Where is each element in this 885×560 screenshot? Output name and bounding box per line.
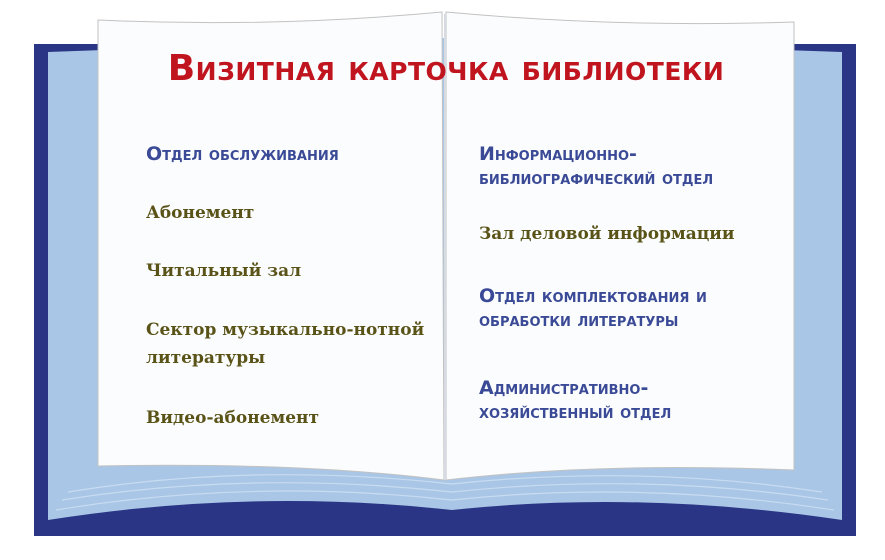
left-item-reading-room: Читальный зал	[146, 261, 302, 281]
page-title: Визитная карточка библиотеки	[167, 48, 725, 89]
left-item-music-sector-cont: литературы	[146, 348, 266, 368]
right-item-admin-line2: хозяйственный отдел	[479, 401, 672, 423]
left-item-abonement: Абонемент	[146, 203, 255, 223]
right-item-info-line1: Информационно-	[479, 143, 637, 165]
left-heading: Отдел обслуживания	[146, 143, 339, 165]
right-item-admin-line1: Административно-	[479, 377, 649, 399]
left-item-video: Видео-абонемент	[146, 408, 320, 428]
right-item-business-hall: Зал деловой информации	[479, 224, 735, 244]
left-item-music-sector: Сектор музыкально-нотной	[146, 320, 425, 340]
right-item-acquisition-line2: обработки литературы	[479, 309, 679, 331]
right-item-info-line2: библиографический отдел	[479, 167, 714, 189]
right-item-acquisition-line1: Отдел комплектования и	[479, 285, 707, 307]
